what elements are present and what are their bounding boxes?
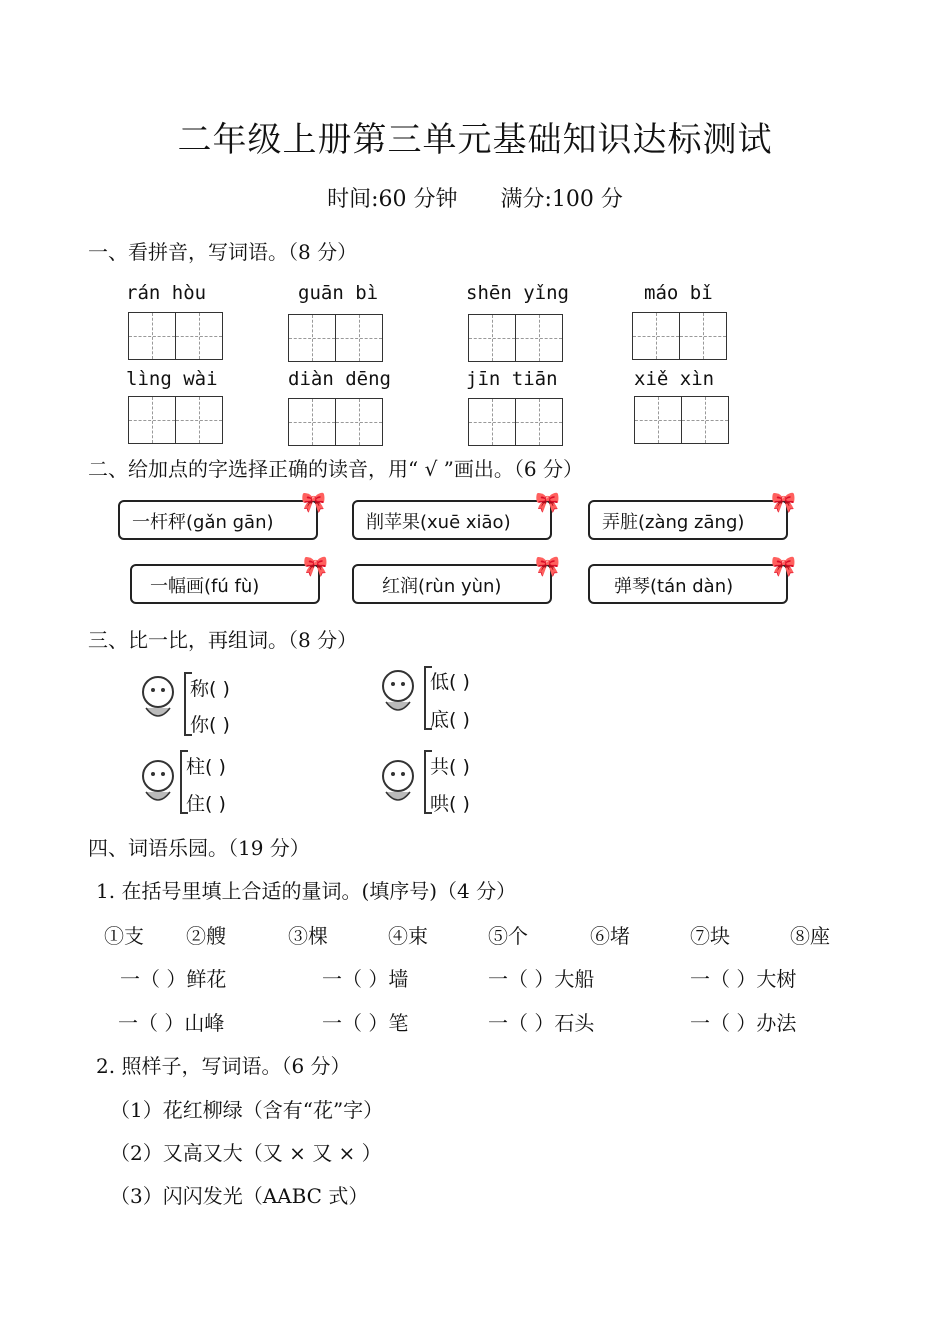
reading-choice-text: 红润(rùn yùn) — [382, 576, 502, 597]
bow-icon: 🎀 — [771, 554, 796, 578]
q2-item-3: （3）闪闪发光（AABC 式） — [110, 1184, 369, 1208]
cartoon-kid-icon — [376, 756, 422, 808]
bow-icon: 🎀 — [303, 554, 328, 578]
option-8: ⑧座 — [790, 924, 830, 948]
writing-grid-6[interactable] — [288, 398, 386, 446]
cartoon-kid-icon — [136, 672, 182, 724]
compare-word-a: 柱( ) — [186, 756, 226, 778]
reading-choice-text: 一杆秤(gǎn gān) — [132, 512, 274, 533]
compare-word-a: 共( ) — [430, 756, 470, 778]
bow-icon: 🎀 — [535, 490, 560, 514]
writing-grid-5[interactable] — [128, 396, 226, 444]
pinyin-5: lìng wài — [126, 368, 218, 390]
compare-word-b: 底( ) — [430, 709, 470, 731]
pinyin-4: máo bǐ — [644, 282, 713, 304]
full-score: 满分:100 分 — [500, 187, 623, 212]
bow-icon: 🎀 — [771, 490, 796, 514]
pinyin-6: diàn dēng — [288, 368, 391, 390]
reading-choice-2[interactable] — [352, 490, 560, 540]
q2-heading: 2. 照样子，写词语。（6 分） — [96, 1054, 351, 1078]
measure-word-blank[interactable]: 一（ ）大船 — [488, 967, 595, 991]
writing-grid-4[interactable] — [632, 312, 730, 360]
reading-choice-text: 弹琴(tán dàn) — [614, 576, 734, 597]
compare-word-a: 称( ) — [190, 678, 230, 700]
q2-item-1: （1）花红柳绿（含有“花”字） — [110, 1098, 384, 1122]
page-title: 二年级上册第三单元基础知识达标测试 — [177, 120, 773, 160]
measure-word-blank[interactable]: 一（ ）山峰 — [118, 1011, 225, 1035]
reading-choice-text: 一幅画(fú fù) — [150, 576, 260, 597]
pinyin-8: xiě xìn — [634, 368, 715, 390]
writing-grid-3[interactable] — [468, 314, 566, 362]
compare-word-b: 哄( ) — [430, 793, 470, 815]
reading-choice-5[interactable] — [352, 554, 560, 604]
option-2: ②艘 — [186, 924, 226, 948]
pinyin-7: jīn tiān — [466, 368, 558, 390]
measure-word-blank[interactable]: 一（ ）办法 — [690, 1011, 797, 1035]
pinyin-2: guān bì — [298, 282, 379, 304]
writing-grid-8[interactable] — [634, 396, 732, 444]
pinyin-3: shēn yǐng — [466, 282, 569, 304]
subtitle — [0, 182, 950, 213]
measure-word-blank[interactable]: 一（ ）石头 — [488, 1011, 595, 1035]
cartoon-kid-icon — [136, 756, 182, 808]
writing-grid-1[interactable] — [128, 312, 226, 360]
reading-choice-text: 削苹果(xuē xiāo) — [366, 512, 511, 533]
cartoon-kid-icon — [376, 666, 422, 718]
option-3: ③棵 — [288, 924, 328, 948]
compare-word-a: 低( ) — [430, 671, 470, 693]
measure-word-blank[interactable]: 一（ ）笔 — [322, 1011, 409, 1035]
reading-choice-3[interactable] — [588, 490, 796, 540]
reading-choice-1[interactable] — [118, 490, 326, 540]
pinyin-1: rán hòu — [126, 282, 207, 304]
measure-word-blank[interactable]: 一（ ）墙 — [322, 967, 409, 991]
section2-heading: 二、给加点的字选择正确的读音，用“ √ ”画出。（6 分） — [88, 457, 583, 481]
measure-word-blank[interactable]: 一（ ）鲜花 — [120, 967, 227, 991]
option-6: ⑥堵 — [590, 924, 630, 948]
measure-word-blank[interactable]: 一（ ）大树 — [690, 967, 797, 991]
writing-grid-2[interactable] — [288, 314, 386, 362]
option-1: ①支 — [104, 924, 144, 948]
section4-heading: 四、词语乐园。（19 分） — [88, 836, 310, 860]
reading-choice-6[interactable] — [588, 554, 796, 604]
option-7: ⑦块 — [690, 924, 730, 948]
reading-choice-text: 弄脏(zàng zāng) — [602, 512, 745, 533]
option-5: ⑤个 — [488, 924, 528, 948]
compare-word-b: 你( ) — [190, 714, 230, 736]
q2-item-2: （2）又高又大（又 × 又 × ） — [110, 1141, 382, 1165]
reading-choice-4[interactable] — [130, 554, 328, 604]
bow-icon: 🎀 — [535, 554, 560, 578]
q1-heading: 1. 在括号里填上合适的量词。(填序号)（4 分） — [96, 879, 517, 903]
section1-heading: 一、看拼音，写词语。（8 分） — [88, 240, 358, 264]
section3-heading: 三、比一比，再组词。（8 分） — [88, 628, 358, 652]
compare-word-b: 住( ) — [186, 793, 226, 815]
writing-grid-7[interactable] — [468, 398, 566, 446]
option-4: ④束 — [388, 924, 428, 948]
time-limit: 时间:60 分钟 — [327, 187, 458, 212]
bow-icon: 🎀 — [301, 490, 326, 514]
